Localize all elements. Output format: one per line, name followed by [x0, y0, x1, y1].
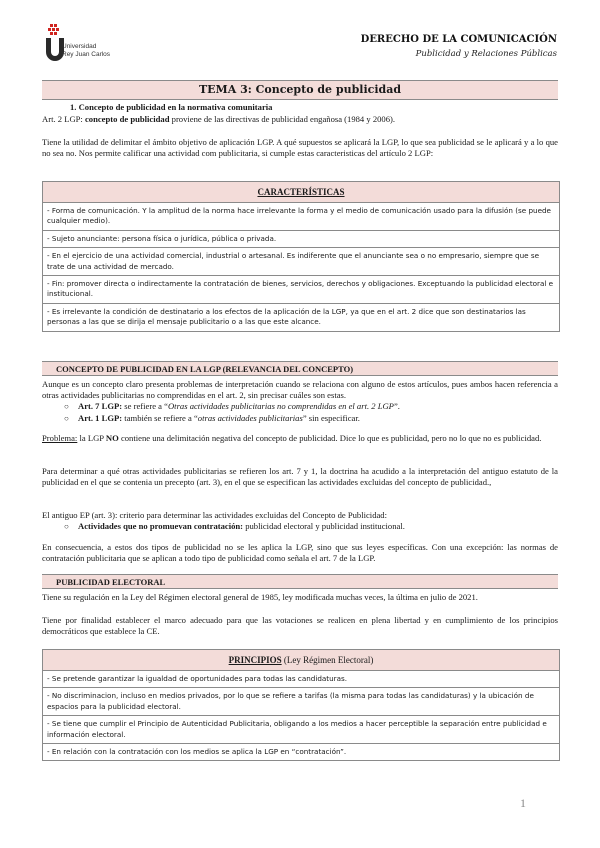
- list-item: ○ Art. 1 LGP: también se refiere a “otras actividades publicitarias” sin especificar.: [64, 413, 360, 423]
- page-number: 1: [520, 796, 526, 810]
- problem-paragraph: Problema: la LGP NO contiene una delimitación negativa del concepto de publicidad. Dice lo que es publicidad, pero no lo que no es publicidad.: [42, 433, 542, 443]
- table-row: - Es irrelevante la condición de destinatario a los efectos de la aplicación de la LGP, ya que en el art. 2 dice que son destinatarios las personas a las que se dirija el mensaje publicitario o a las que este alcance.: [47, 306, 526, 327]
- topic-title: TEMA 3: Concepto de publicidad: [42, 80, 558, 100]
- electoral-paragraph-1: Tiene su regulación en la Ley del Régimen electoral general de 1985, ley modificada muchas veces, la última en julio de 2021.: [42, 592, 478, 602]
- list-item: ○ Actividades que no promuevan contratación: publicidad electoral y publicidad institucional.: [64, 521, 405, 531]
- table-row: - Fin: promover directa o indirectamente la contratación de bienes, servicios, derechos y obligaciones. Exceptuando la publicidad electoral e institucional.: [43, 276, 559, 304]
- course-subtitle: Publicidad y Relaciones Públicas: [415, 49, 557, 59]
- circle-bullet-icon: ○: [64, 522, 69, 531]
- section1-paragraph: Tiene la utilidad de delimitar el ámbito objetivo de aplicación LGP. A qué supuestos se aplicará la LGP, lo que sea publicidad se le aplicará y a lo que no sea no. Nos permite calificar una actividad com publicitaria, si cumple estas caracteristicas del artículo 2 LGP:: [42, 137, 558, 158]
- principles-table: [42, 649, 560, 761]
- principles-title: PRINCIPIOS (Ley Régimen Electoral): [43, 650, 559, 671]
- table-row: - Se pretende garantizar la igualdad de oportunidades para todas las candidaturas.: [43, 671, 559, 688]
- table-row: - En el ejercicio de una actividad comercial, industrial o artesanal. Es indiferente que el anunciante sea o no empresario, siempre que se trate de una actividad de mercado.: [43, 248, 559, 276]
- university-name: Universidad Rey Juan Carlos: [62, 43, 111, 58]
- course-title: DERECHO DE LA COMUNICACIÓN: [360, 34, 557, 45]
- art2-line: Art. 2 LGP: concepto de publicidad proviene de las directivas de publicidad engañosa (1984 y 2006).: [42, 114, 396, 124]
- table-row: - Forma de comunicación. Y la amplitud de la norma hace irrelevante la forma y el medio de comunicación usado para la difusión (se puede cualquier medio).: [43, 203, 559, 231]
- characteristics-table: [42, 181, 560, 332]
- characteristics-title: CARACTERÍSTICAS: [43, 182, 559, 203]
- concept-paragraph-3: El antiguo EP (art. 3): criterio para determinar las actividades excluidas del Concepto de Publicidad:: [42, 510, 387, 520]
- concept-paragraph-4: En consecuencia, a estos dos tipos de publicidad no se les aplica la LGP, sino que sus leyes específicas. Con una excepción: las normas de contratación publicitaria que se aplican a todo tipo de publicidad como señala el art. 7 de la LGP.: [42, 542, 558, 563]
- concept-paragraph-1: Aunque es un concepto claro presenta problemas de interpretación cuando se relaciona con alguno de estos artículos, pues ambos hacen referencia a otras actividades publicitarias no comprendidas en el art. 2, sin precisar cuáles son estas.: [42, 379, 558, 400]
- table-row: - Se tiene que cumplir el Principio de Autenticidad Publicitaria, obligando a los medios a hacer perceptible la separación entre publicidad e información electoral.: [43, 716, 559, 744]
- table-row: - Sujeto anunciante: persona física o jurídica, pública o privada.: [43, 231, 559, 248]
- circle-bullet-icon: ○: [64, 402, 69, 411]
- circle-bullet-icon: ○: [64, 414, 69, 423]
- table-row: - No discriminacion, incluso en medios privados, por lo que se refiere a tarifas (la misma para todas las candidaturas) y la ubicación de espacios para la publicidad electoral.: [43, 688, 559, 716]
- electoral-heading: PUBLICIDAD ELECTORAL: [42, 574, 558, 589]
- section-heading: 1. Concepto de publicidad en la normativa comunitaria: [70, 102, 273, 112]
- concept-paragraph-2: Para determinar a qué otras actividades publicitarias se refieren los art. 7 y 1, la doctrina ha acudido a la interpretación del antiguo estatuto de la publicidad en el que se contenia un precepto (art. 3), en el que se especifican las actividades excluidas del concepto de publicidad.,: [42, 466, 558, 487]
- list-item: ○ Art. 7 LGP: se refiere a “Otras actividades publicitarias no comprendidas en el art. 2 LGP”.: [64, 401, 400, 411]
- concept-heading: CONCEPTO DE PUBLICIDAD EN LA LGP (RELEVANCIA DEL CONCEPTO): [42, 361, 558, 376]
- table-row: - En relación con la contratación con los medios se aplica la LGP en “contratación”.: [47, 747, 347, 757]
- electoral-paragraph-2: Tiene por finalidad establecer el marco adecuado para que las votaciones se realicen en plena libertad y en cumplimiento de los principios democráticos que establece la CE.: [42, 615, 558, 636]
